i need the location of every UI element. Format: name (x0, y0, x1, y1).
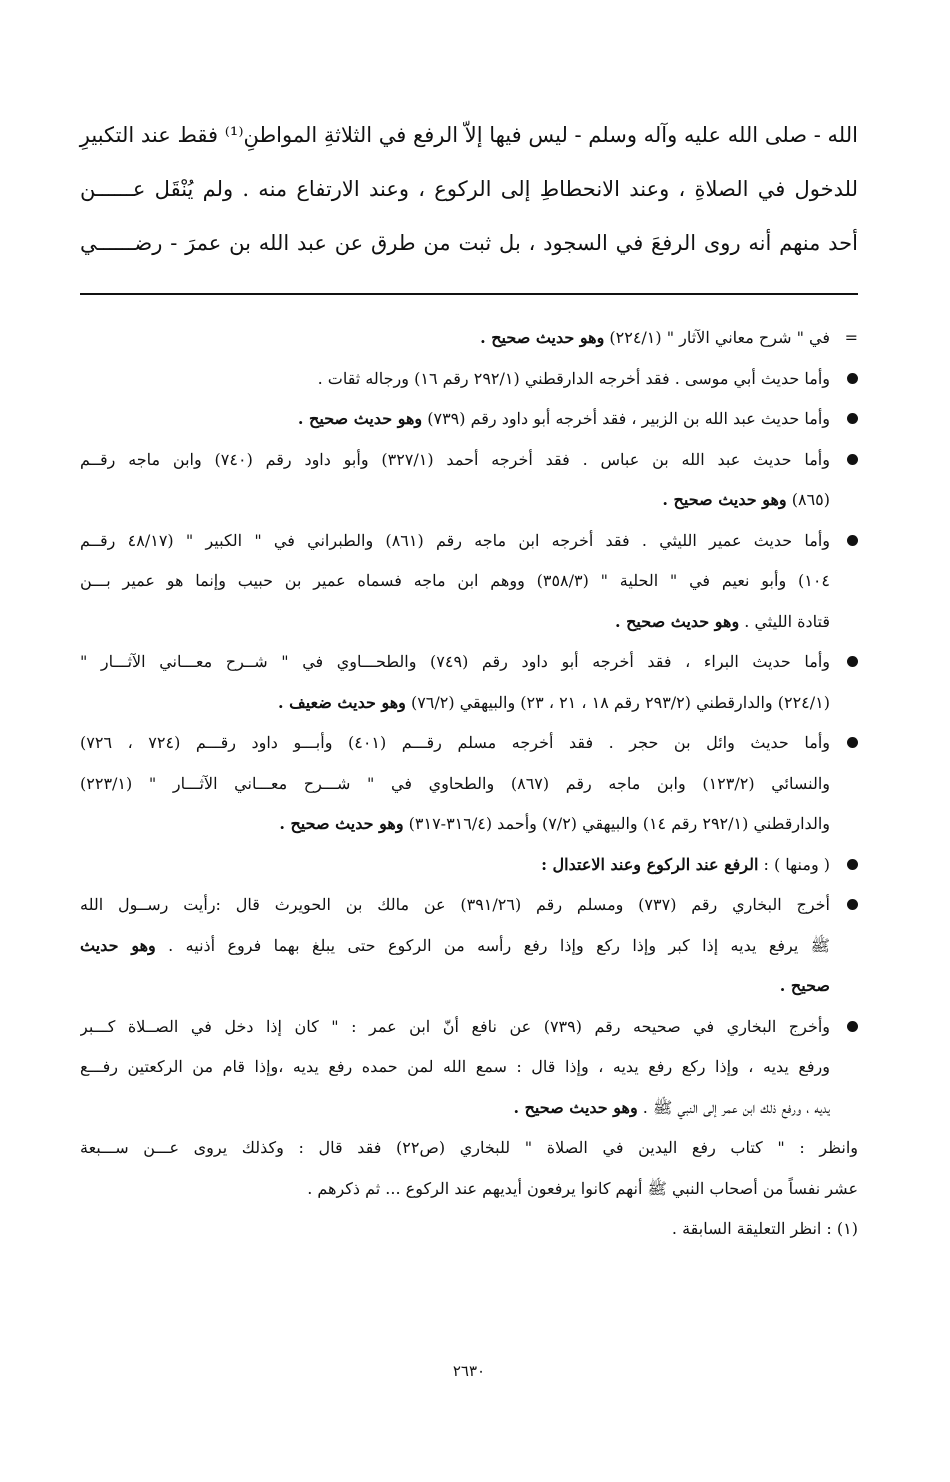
page-number: ٢٦٣٠ (452, 1362, 486, 1380)
bullet-icon (847, 413, 858, 424)
footnote-line (80, 359, 830, 400)
footnote-text: وأما حديث البراء ، فقد أخرجه أبو داود رقم (٧٤٩) والطحـــاوي في " شــرح معـــاني الآثـــار " (80, 652, 830, 671)
footnote-text: والنسائي (١٢٣/٢) وابن ماجه رقم (٨٦٧) والطحاوي في " شـــرح معـــاني الآثـــار " (٢٢٣/١) (80, 773, 830, 793)
footnote-line (80, 480, 830, 521)
footnote-line (80, 804, 830, 845)
footnote-text: ورفع يديه ، وإذا ركع رفع يديه ، وإذا قال : سمع الله لمن حمده رفع يديه ،وإذا قام من الركعتين رفـــع (80, 1057, 830, 1076)
footnote-item (80, 359, 858, 400)
footnote-bold-text: وهو حديث ضعيف . (278, 692, 406, 712)
footnote-separator (80, 293, 858, 295)
footnote-line (80, 642, 830, 683)
footnote-bold-text: وهو حديث صحيح . (513, 1097, 638, 1117)
footnote-text: ١٠٤) وأبو نعيم في " الحلية " (٣٥٨/٣) ووهم ابن ماجه فسماه عمير بن حبيب وإنما هو عمير بـــن (80, 571, 830, 590)
footnote-line (80, 1007, 830, 1048)
footnote-line (80, 723, 830, 764)
footnote-bold-text: وهو حديث (80, 935, 156, 955)
footnote-line (80, 1088, 830, 1129)
footnote-text: قتادة الليثي . (739, 611, 830, 631)
footnote-line (80, 845, 830, 886)
trailing-note-line: (١) : انظر التعليقة السابقة . (671, 1219, 858, 1238)
trailing-note-line: عشر نفساً من أصحاب النبي ﷺ أنهم كانوا يرفعون أيديهم عند الركوع ... ثم ذكرهم . (307, 1178, 858, 1198)
footnote-text: وأما حديث عبد الله بن عباس . فقد أخرجه أحمد (٣٢٧/١) وأبو داود رقم (٧٤٠) وابن ماجه رقــم (80, 449, 830, 469)
footnote-item (80, 399, 858, 440)
bullet-icon (847, 1021, 858, 1032)
bullet-icon (847, 535, 858, 546)
footnote-item (80, 440, 858, 521)
main-text-line: أحد منهم أنه روى الرفعَ في السجود ، بل ثبت من طرق عن عبد الله بن عمرَ - رضــــــي (80, 231, 858, 255)
footnote-line (80, 521, 830, 562)
footnote-line (80, 1047, 830, 1088)
footnote-bold-text: الرفع عند الركوع وعند الاعتدال : (541, 854, 759, 874)
footnote-item (80, 723, 858, 845)
footnote-text: في " شرح معاني الآثار " (٢٢٤/١) (604, 328, 830, 347)
footnote-line (80, 885, 830, 926)
footnote-text: وأخرج البخاري في صحيحه رقم (٧٣٩) عن نافع أنّ ابن عمر : " كان إذا دخل في الصــلاة كـــبر (80, 1016, 830, 1036)
footnote-line (80, 926, 830, 967)
footnote-text: يديه ، ورفع ذلك ابن عمر إلى النبي ﷺ . (637, 1097, 830, 1117)
bullet-icon (847, 454, 858, 465)
trailing-note-line: وانظر : " كتاب رفع اليدين في الصلاة " للبخاري (ص٢٢) فقد قال : وكذلك يروى عـــن ســـبعة (80, 1138, 858, 1157)
bullet-icon (847, 859, 858, 870)
main-text (80, 108, 858, 270)
footnote-bold-text: وهو حديث صحيح . (614, 611, 740, 631)
footnote-item (80, 885, 858, 1007)
main-text-line: الله - صلى الله عليه وآله وسلم - ليس فيها إلاّ الرفع في الثلاثةِ المواطنِ⁽¹⁾ فقط عند التكبيرِ (79, 123, 858, 147)
bullet-icon (847, 899, 858, 910)
footnote-item (80, 845, 858, 886)
footnote-item (80, 1007, 858, 1129)
footnote-text: وأما حديث عبد الله بن الزبير ، فقد أخرجه أبو داود رقم (٧٣٩) (422, 409, 830, 428)
footnote-bold-text: وهو حديث صحيح . (297, 409, 423, 428)
footnote-line (80, 399, 830, 440)
footnote-text: أخرج البخاري رقم (٧٣٧) ومسلم رقم (٣٩١/٢٦) عن مالك بن الحويرث قال :رأيت رســول الله (80, 895, 830, 914)
footnote-line (80, 764, 830, 805)
footnote-item (80, 521, 858, 643)
footnote-text: (٢٢٤/١) والدارقطني (٢٩٣/٢ رقم ١٨ ، ٢١ ، ٢٣) والبيهقي (٧٦/٢) (405, 692, 830, 712)
footnote-line (80, 602, 830, 643)
footnote-bold-text: صحيح . (779, 976, 830, 995)
footnote-text: وأما حديث أبي موسى . فقد أخرجه الدارقطني (٢٩٢/١ رقم ١٦) ورجاله ثقات . (317, 368, 830, 388)
footnotes (80, 318, 858, 1250)
footnote-line (80, 440, 830, 481)
footnote-text: والدارقطني (٢٩٢/١ رقم ١٤) والبيهقي (٧/٢) وأحمد (٣١٦/٤-٣١٧) (403, 814, 830, 833)
footnote-item (80, 642, 858, 723)
book-page (80, 0, 858, 1482)
footnote-item (80, 318, 858, 359)
continuation-mark: = (844, 328, 858, 347)
footnote-text: وأما حديث عمير الليثي . فقد أخرجه ابن ماجه رقم (٨٦١) والطبراني في " الكبير " (٤٨/١٧ رقــم (80, 530, 830, 550)
trailing-note (80, 1209, 858, 1250)
footnote-text: وأما حديث وائل بن حجر . فقد أخرجه مسلم رقـــم (٤٠١) وأبـــو داود رقـــم (٧٢٤ ، ٧٢٦) (80, 733, 830, 752)
main-text-line: للدخول في الصلاةِ ، وعند الانحطاطِ إلى الركوع ، وعند الارتفاع منه . ولم يُنْقَل عــــــن (80, 177, 858, 201)
footnote-line (80, 966, 830, 1007)
footnote-bold-text: وهو حديث صحيح . (480, 328, 605, 347)
bullet-icon (847, 373, 858, 384)
footnote-line (80, 561, 830, 602)
bullet-icon (847, 656, 858, 667)
bullet-icon (847, 737, 858, 748)
footnote-bold-text: وهو حديث صحيح . (662, 490, 787, 509)
footnote-bold-text: وهو حديث صحيح . (279, 814, 404, 833)
footnote-text: ( ومنها ) : (758, 854, 830, 874)
footnote-text: (٨٦٥) (786, 490, 830, 509)
trailing-note (80, 1128, 858, 1209)
footnote-line (80, 683, 830, 724)
footnote-text: ﷺ يرفع يديه إذا كبر وإذا ركع وإذا رفع رأسه من الركوع حتى يبلغ بهما فروع أذنيه . (155, 935, 830, 955)
footnote-line (80, 318, 830, 359)
